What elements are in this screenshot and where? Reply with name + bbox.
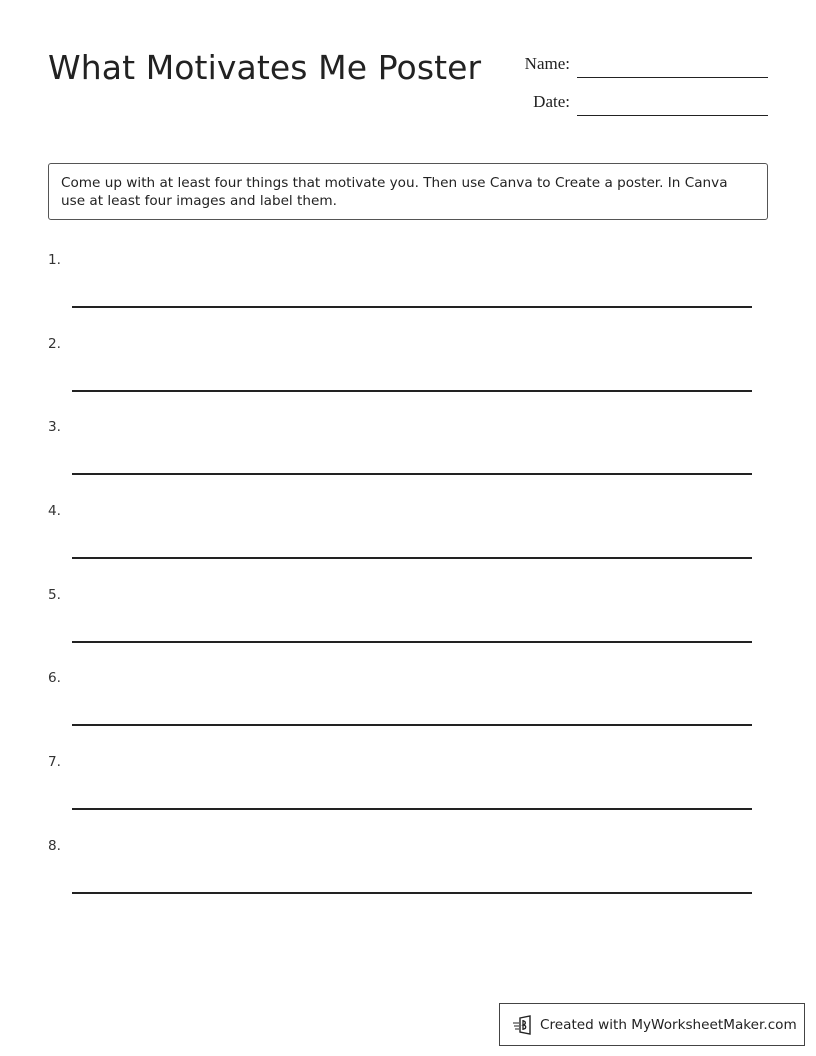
instructions-text: Come up with at least four things that motivate you. Then use Canva to Create a poster. In Canva use at least four images and label them. xyxy=(61,175,728,209)
name-label: Name: xyxy=(524,54,570,73)
answer-item-6 xyxy=(48,670,752,726)
item-number: 5. xyxy=(48,587,61,603)
answer-item-2 xyxy=(48,336,752,392)
answer-item-1 xyxy=(48,252,752,308)
answer-item-4 xyxy=(48,503,752,559)
answer-line[interactable] xyxy=(72,557,752,559)
date-field[interactable] xyxy=(500,90,768,116)
name-line[interactable] xyxy=(577,77,768,78)
answer-line[interactable] xyxy=(72,641,752,643)
page-title: What Motivates Me Poster xyxy=(48,48,482,87)
item-number: 6. xyxy=(48,670,61,686)
answer-line[interactable] xyxy=(72,390,752,392)
date-line[interactable] xyxy=(577,115,768,116)
answer-item-3 xyxy=(48,419,752,475)
item-number: 4. xyxy=(48,503,61,519)
answer-item-8 xyxy=(48,838,752,894)
date-label: Date: xyxy=(533,92,570,111)
item-number: 3. xyxy=(48,419,61,435)
item-number: 8. xyxy=(48,838,61,854)
answer-line[interactable] xyxy=(72,808,752,810)
item-number: 1. xyxy=(48,252,61,268)
name-field[interactable] xyxy=(500,52,768,78)
answer-line[interactable] xyxy=(72,892,752,894)
worksheet-maker-logo-icon xyxy=(512,1014,534,1036)
item-number: 2. xyxy=(48,336,61,352)
answer-line[interactable] xyxy=(72,724,752,726)
answer-line[interactable] xyxy=(72,473,752,475)
instructions-box xyxy=(48,163,768,220)
answer-item-5 xyxy=(48,587,752,643)
footer-credit[interactable] xyxy=(499,1003,805,1046)
footer-text: Created with MyWorksheetMaker.com xyxy=(540,1016,797,1033)
answer-item-7 xyxy=(48,754,752,810)
item-number: 7. xyxy=(48,754,61,770)
answer-line[interactable] xyxy=(72,306,752,308)
